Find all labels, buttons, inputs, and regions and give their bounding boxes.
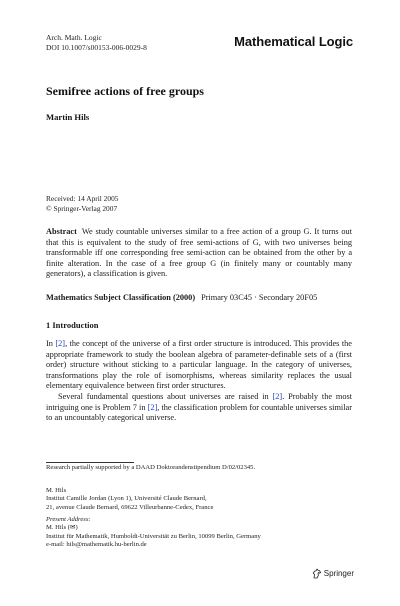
msc-label: Mathematics Subject Classification (2000) <box>46 293 196 302</box>
copyright-notice: © Springer-Verlag 2007 <box>46 203 118 213</box>
publisher-logo <box>312 568 354 579</box>
author-email[interactable]: e-mail: hils@mathematik.hu-berlin.de <box>46 541 147 549</box>
publication-dates <box>46 194 118 213</box>
present-address-line: Institut für Mathematik, Humboldt-Universität zu Berlin, 10099 Berlin, Germany <box>46 532 261 540</box>
affiliation-name: M. Hils <box>46 487 67 494</box>
citation-link[interactable]: [2] <box>272 391 283 401</box>
author-name: Martin Hils <box>46 112 90 122</box>
citation-link[interactable]: [2] <box>147 402 158 412</box>
affiliation-line: 21, avenue Claude Bernard, 69622 Villeurbanne-Cedex, France <box>46 503 214 511</box>
author-affiliation <box>46 487 213 512</box>
paragraph-text: . Probably the most intriguing one is Problem 7 in <box>46 391 353 412</box>
section-body <box>46 339 352 424</box>
doi: DOI 10.1007/s00153-006-0029-8 <box>46 42 147 52</box>
paragraph-text: , the classification problem for countable universes similar to an uncountably categorical universe. <box>46 402 352 423</box>
subject-classification <box>46 293 356 302</box>
present-address <box>46 516 261 550</box>
citation-link[interactable]: [2] <box>55 339 66 348</box>
received-date: Received: 14 April 2005 <box>46 194 119 203</box>
paper-title: Semifree actions of free groups <box>46 84 204 98</box>
publisher-name: Springer <box>323 569 354 578</box>
springer-horse-icon <box>312 568 322 579</box>
affiliation-line: Institut Camille Jordan (Lyon 1), Université Claude Bernard, <box>46 495 207 503</box>
paragraph <box>46 339 352 392</box>
journal-header <box>46 33 147 52</box>
funding-footnote: Research partially supported by a DAAD Doktorandenstipendium D/02/02345. <box>46 464 256 471</box>
present-address-name: M. Hils (✉) <box>46 524 78 532</box>
section-heading: 1 Introduction <box>46 320 99 330</box>
footnote-divider <box>46 462 134 463</box>
paragraph <box>46 392 352 424</box>
paragraph-text: In <box>46 339 56 348</box>
msc-value: Primary 03C45 · Secondary 20F05 <box>201 293 318 302</box>
journal-name: Arch. Math. Logic <box>46 33 102 42</box>
paragraph-text: , the concept of the universe of a first order structure is introduced. This provides the appropriate framework to study the boolean algebra of parameter-definable sets of a (first order) structure without sticking to a particular language. In the category of universes, transformations play the role of isomorphisms, whereas similarity replaces the usual elementary equivalence between first order structures. <box>46 339 352 391</box>
abstract-label: Abstract <box>46 227 77 236</box>
abstract-text: We study countable universes similar to a free action of a group G. It turns out that this is equivalent to the study of free semi-actions of G, with two universes being transformable iff one corresponding free semi-action can be obtained from the other by a finite alteration. In the case of a free group G (in finitely many or countably many generators), a classification is given. <box>46 227 352 279</box>
present-address-label: Present Address: <box>46 516 91 523</box>
abstract <box>46 227 352 280</box>
paragraph-text: Several fundamental questions about universes are raised in <box>58 391 273 401</box>
series-title: Mathematical Logic <box>234 34 353 49</box>
